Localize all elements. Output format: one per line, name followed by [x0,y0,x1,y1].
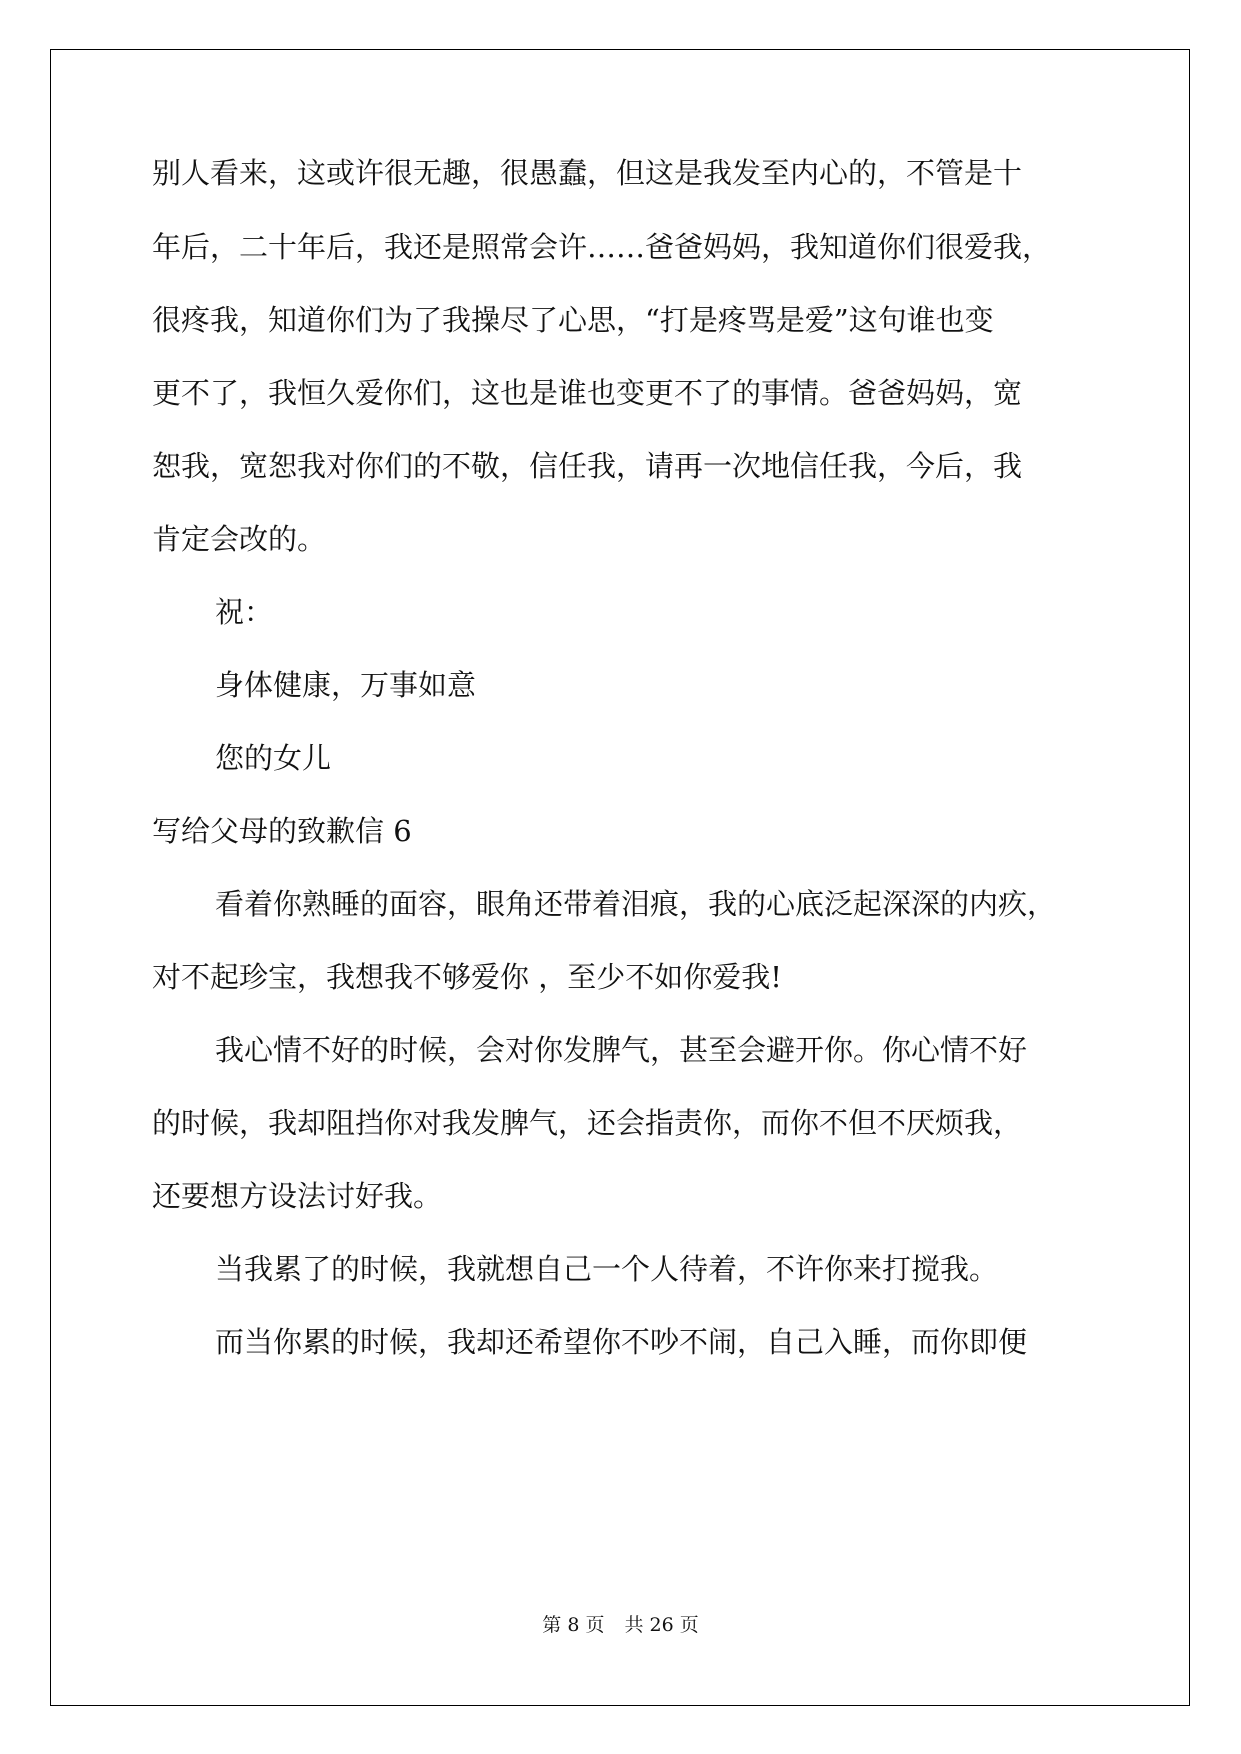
text-line: 很疼我，知道你们为了我操尽了心思，“打是疼骂是爱”这句谁也变 [152,303,994,337]
text-line: 年后，二十年后，我还是照常会许……爸爸妈妈，我知道你们很爱我， [152,230,1052,264]
text-line: 肯定会改的。 [152,522,327,556]
signature-line: 您的女儿 [215,741,332,775]
text-line: 别人看来，这或许很无趣，很愚蠢，但这是我发至内心的，不管是十 [152,156,1023,190]
text-line: 更不了，我恒久爱你们，这也是谁也变更不了的事情。爸爸妈妈，宽 [152,376,1023,410]
page-number: 第 8 页 [542,1614,605,1636]
text-line: 而当你累的时候，我却还希望你不吵不闹，自己入睡，而你即便 [215,1325,1028,1359]
text-line: 我心情不好的时候，会对你发脾气，甚至会避开你。你心情不好 [215,1033,1028,1067]
text-line: 当我累了的时候，我就想自己一个人待着，不许你来打搅我。 [215,1252,999,1286]
text-line: 还要想方设法讨好我。 [152,1179,443,1213]
wish-line: 身体健康，万事如意 [215,668,477,702]
page-border [50,49,1190,1706]
text-line: 恕我，宽恕我对你们的不敬，信任我，请再一次地信任我，今后，我 [152,449,1023,483]
salutation-line: 祝： [215,595,274,629]
page-footer [0,1613,1241,1637]
text-line: 的时候，我却阻挡你对我发脾气，还会指责你，而你不但不厌烦我， [152,1106,1023,1140]
page-total: 共 26 页 [624,1614,699,1636]
section-heading: 写给父母的致歉信 6 [152,814,412,848]
text-line: 对不起珍宝，我想我不够爱你 ，至少不如你爱我! [152,960,782,994]
text-line: 看着你熟睡的面容，眼角还带着泪痕，我的心底泛起深深的内疚， [215,887,1057,921]
